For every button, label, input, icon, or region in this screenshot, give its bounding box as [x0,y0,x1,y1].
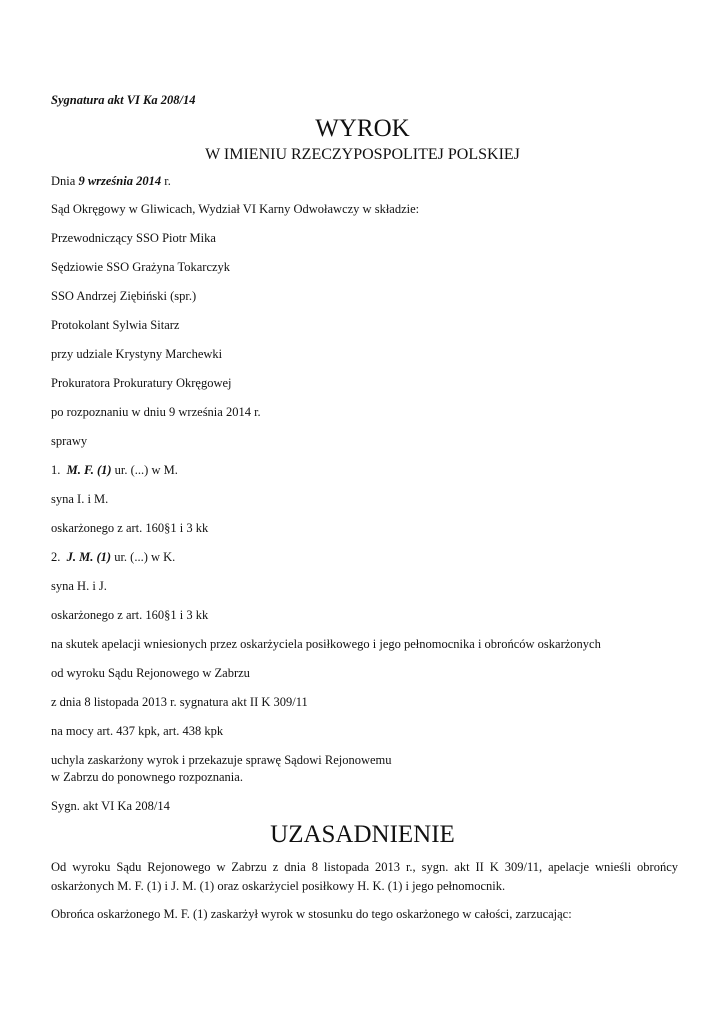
date-suffix: r. [161,174,171,188]
ruling-line-2: w Zabrzu do ponownego rozpoznania. [51,770,243,784]
justification-paragraph-1: Od wyroku Sądu Rejonowego w Zabrzu z dnia 8 listopada 2013 r., sygn. akt II K 309/11, apelacje wnieśli obrońcy oskarżonych M. F. (1) i J. M. (1) oraz oskarżyciel posiłkowy H. K. (1) i jego pełnomocnik. [51,860,678,893]
justification-title: UZASADNIENIE [270,821,455,848]
justification-signature: Sygn. akt VI Ka 208/14 [51,799,170,813]
defendant-2 [51,549,685,566]
ruling-line-1: uchyla zaskarżony wyrok i przekazuje sprawę Sądowi Rejonowemu [51,753,392,767]
defendant-birth: ur. (...) w M. [111,463,178,477]
judges: Sędziowie SSO Grażyna Tokarczyk [51,260,231,274]
judge-rapporteur: SSO Andrzej Ziębiński (spr.) [51,289,197,303]
verdict-title: WYROK [315,115,410,142]
defendant-2-parents: syna H. i J. [51,579,107,593]
justification-paragraph-2: Obrońca oskarżonego M. F. (1) zaskarżył wyrok w stosunku do tego oskarżonego w całości, zarzucając: [51,907,572,921]
case-signature-header: Sygnatura akt VI Ka 208/14 [51,93,196,107]
defendant-name: J. M. (1) [66,550,112,564]
appeal-basis: na skutek apelacji wniesionych przez oskarżyciela posiłkowego i jego pełnomocnika i obrońców oskarżonych [51,637,601,651]
presiding-judge: Przewodniczący SSO Piotr Mika [51,231,216,245]
court-clerk: Protokolant Sylwia Sitarz [51,318,180,332]
prosecutor-participation: przy udziale Krystyny Marchewki [51,347,223,361]
verdict-subtitle: W IMIENIU RZECZYPOSPOLITEJ POLSKIEJ [205,146,520,163]
defendant-number: 1. [51,463,64,477]
defendant-birth: ur. (...) w K. [111,550,176,564]
case-label: sprawy [51,434,88,448]
appealed-judgment: od wyroku Sądu Rejonowego w Zabrzu [51,666,250,680]
defendant-1-parents: syna I. i M. [51,492,109,506]
defendant-1 [51,462,685,479]
hearing-date: po rozpoznaniu w dniu 9 września 2014 r. [51,405,261,419]
date-value: 9 września 2014 [78,174,162,188]
date-prefix: Dnia [51,174,79,188]
court-composition: Sąd Okręgowy w Gliwicach, Wydział VI Karny Odwoławczy w składzie: [51,202,420,216]
defendant-1-charge: oskarżonego z art. 160§1 i 3 kk [51,521,209,535]
legal-basis: na mocy art. 437 kpk, art. 438 kpk [51,724,224,738]
judgment-date: z dnia 8 listopada 2013 r. sygnatura akt II K 309/11 [51,695,308,709]
defendant-number: 2. [51,550,64,564]
verdict-date [51,173,685,190]
prosecutor-office: Prokuratora Prokuratury Okręgowej [51,376,232,390]
defendant-name: M. F. (1) [66,463,112,477]
defendant-2-charge: oskarżonego z art. 160§1 i 3 kk [51,608,209,622]
